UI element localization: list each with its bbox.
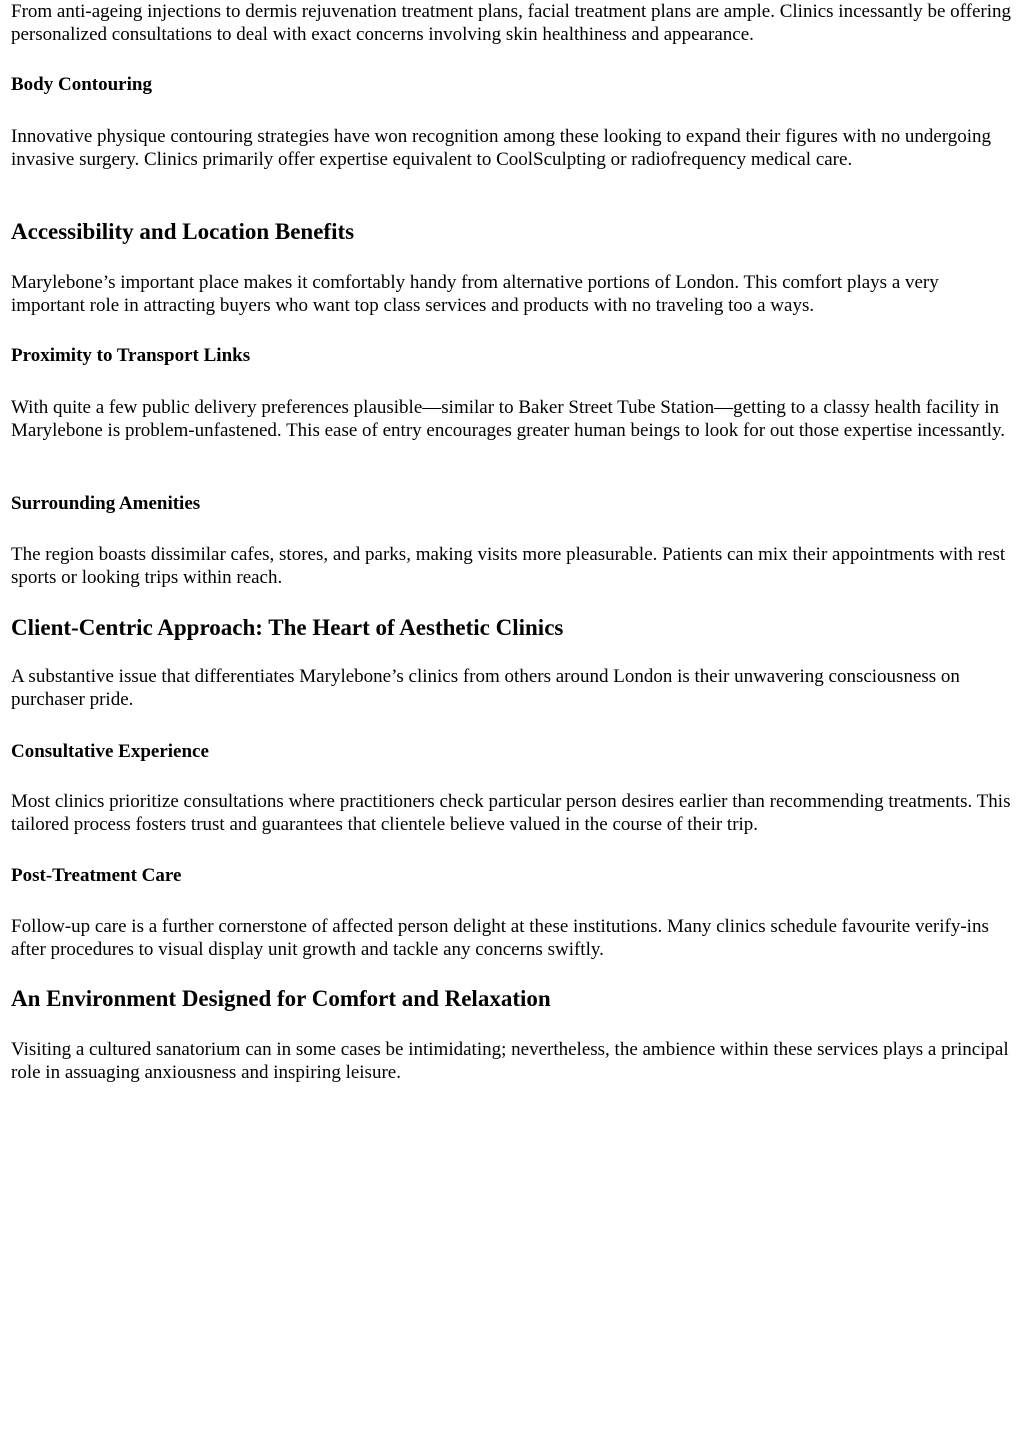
heading-transport-links: Proximity to Transport Links: [11, 345, 251, 366]
consultative-paragraph: Most clinics prioritize consultations where practitioners check particular person desires earlier than recommending treatments. This tailored process fosters trust and guarantees that clientele believe valued in the course of their trip.: [11, 791, 1011, 836]
heading-environment: An Environment Designed for Comfort and Relaxation: [11, 986, 551, 1011]
accessibility-paragraph: Marylebone’s important place makes it comfortably handy from alternative portions of London. This comfort plays a very important role in attracting buyers who want top class services and products with no traveling too a ways.: [11, 272, 939, 317]
amenities-paragraph: The region boasts dissimilar cafes, stores, and parks, making visits more pleasurable. Patients can mix their appointments with rest sports or looking trips within reach.: [11, 544, 1006, 589]
heading-accessibility: Accessibility and Location Benefits: [11, 219, 355, 244]
intro-paragraph: From anti-ageing injections to dermis rejuvenation treatment plans, facial treatment plans are ample. Clinics incessantly be offering personalized consultations to deal with exact concerns involving skin healthiness and appearance.: [11, 1, 1012, 46]
heading-surrounding-amenities: Surrounding Amenities: [11, 493, 201, 514]
transport-paragraph: With quite a few public delivery preferences plausible—similar to Baker Street Tube Station—getting to a classy health facility in Marylebone is problem-unfastened. This ease of entry encourages greater human beings to look for out those expertise incessantly.: [11, 397, 1006, 442]
heading-client-centric: Client-Centric Approach: The Heart of Aesthetic Clinics: [11, 615, 564, 640]
body-contouring-paragraph: Innovative physique contouring strategies have won recognition among these looking to expand their figures with no undergoing invasive surgery. Clinics primarily offer expertise equivalent to CoolSculpting or radiofrequency medical care.: [11, 126, 992, 171]
heading-body-contouring: Body Contouring: [11, 74, 152, 95]
heading-consultative-experience: Consultative Experience: [11, 741, 209, 762]
heading-post-treatment-care: Post-Treatment Care: [11, 865, 182, 886]
environment-paragraph: Visiting a cultured sanatorium can in some cases be intimidating; nevertheless, the ambience within these services plays a principal role in assuaging anxiousness and inspiring leisure.: [11, 1039, 1009, 1084]
client-centric-paragraph: A substantive issue that differentiates Marylebone’s clinics from others around London is their unwavering consciousness on purchaser pride.: [11, 666, 960, 711]
post-treatment-paragraph: Follow-up care is a further cornerstone of affected person delight at these institutions. Many clinics schedule favourite verify-ins after procedures to visual display unit growth and tackle any concerns swiftly.: [11, 916, 989, 961]
